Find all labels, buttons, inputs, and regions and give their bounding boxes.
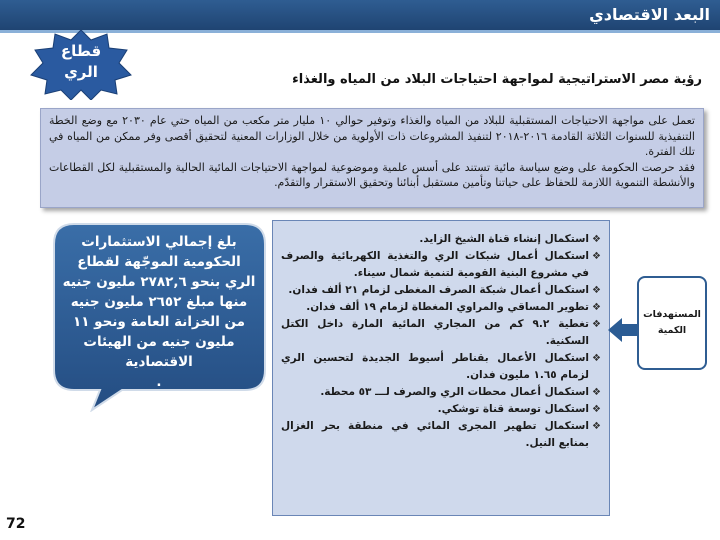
list-item [281,248,601,282]
list-item [281,282,601,299]
targets-label-line-1: المستهدفات [643,309,701,320]
list-item-text: تغطية ٩.٢ كم من المجاري المائية المارة داخل الكتل السكنية. [281,318,589,347]
diamond-bullet-icon: ❖ [592,302,601,313]
list-item [281,418,601,452]
targets-label-box [637,276,707,370]
header-title: البعد الاقتصادي [589,5,710,24]
list-item-text: استكمال تطهير المجرى المائي في منطقة بحر الغزال بمنابع النيل. [281,420,589,449]
badge-label [27,41,135,83]
header-bar [0,0,720,30]
list-item-text: استكمال أعمال محطات الري والصرف لـــ ٥٣ محطة. [320,386,589,398]
diamond-bullet-icon: ❖ [592,387,601,398]
diamond-bullet-icon: ❖ [592,404,601,415]
intro-paragraph-2: فقد حرصت الحكومة على وضع سياسة مائية تستند على أسس علمية وموضوعية لمواجهة الاحتياجات المائية الحالية والمستقبلية لكل القطاعات والأنشطة التنموية اللازمة للحفاظ على حياتنا وتأمين مستقبل أبنائنا وتحقيق الاستقرار والتقدّم. [49,160,695,189]
diamond-bullet-icon: ❖ [592,251,601,262]
list-item [281,384,601,401]
list-item [281,231,601,248]
list-item [281,316,601,350]
list-item-text: استكمال أعمال شبكات الري والتغذية الكهربائية والصرف في مشروع البنية القومية لتنمية شمال سيناء. [281,250,589,279]
diamond-bullet-icon: ❖ [592,285,601,296]
projects-list-box [272,220,610,516]
section-subtitle: رؤية مصر الاستراتيجية لمواجهة احتياجات البلاد من المياه والغذاء [292,72,702,87]
diamond-bullet-icon: ❖ [592,319,601,330]
list-item-text: استكمال توسعة قناة توشكي. [437,403,589,415]
page-number: 72 [6,516,26,532]
diamond-bullet-icon: ❖ [592,353,601,364]
callout-dot: . [156,374,162,390]
callout-text [60,232,258,392]
badge-line-1: قطاع [60,42,102,60]
targets-label-line-2: الكمية [657,325,687,336]
diamond-bullet-icon: ❖ [592,421,601,432]
list-item [281,299,601,316]
list-item-text: استكمال أعمال شبكة الصرف المغطى لزمام ٢١ ألف فدان. [288,284,589,296]
projects-list [281,231,601,452]
list-item [281,350,601,384]
list-item-text: استكمال الأعمال بقناطر أسيوط الجديدة لتحسين الري لزمام ١.٦٥ مليون فدان. [281,352,589,381]
diamond-bullet-icon: ❖ [592,234,601,245]
list-item-text: استكمال إنشاء قناة الشيخ الزايد. [419,233,589,245]
list-item [281,401,601,418]
sector-badge [27,30,135,100]
intro-paragraph-1: تعمل على مواجهة الاحتياجات المستقبلية للبلاد من المياه والغذاء وتوفير حوالي ١٠ مليار متر مكعب من المياه حتي عام ٢٠٣٠ مع وضع الخطة التنفيذية للسنوات الثلاثة القادمة ٢٠١٦-٢٠١٨ لتنفيذ المشروعات ذات الأولوية من خلال الوزارات المعنية لتحقيق أقصى وفر ممكن من المياه في تلك الفترة. [49,114,695,158]
list-item-text: تطوير المساقي والمراوي المغطاة لزمام ١٩ ألف فدان. [306,301,589,313]
investment-callout [52,222,267,412]
badge-line-2: الري [64,63,98,81]
intro-box [40,108,704,208]
callout-body: بلغ إجمالي الاستثمارات الحكومية الموجّهة لقطاع الري بنحو ٢٧٨٢,٦ مليون جنيه منها مبلغ ٢٦٥٢ مليون جنيه من الخزانة العامة ونحو ١١ مليون جنيه من الهيئات الاقتصادية [62,234,256,370]
